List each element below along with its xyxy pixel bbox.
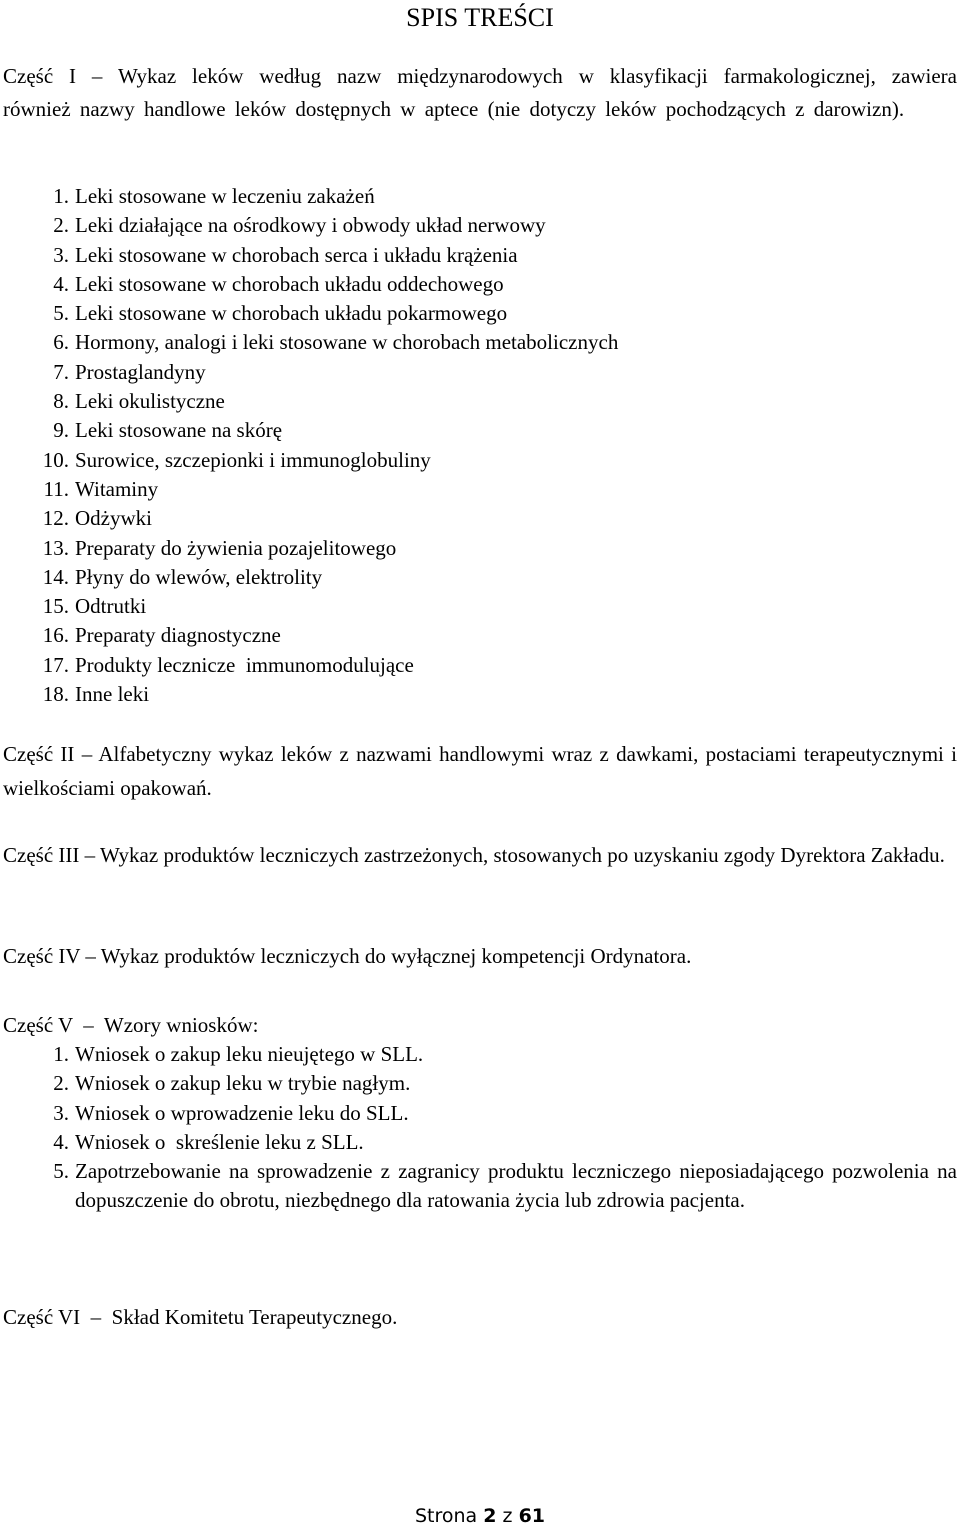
item-number: 14. bbox=[42, 564, 69, 589]
footer-page-number: 2 bbox=[483, 1505, 497, 1527]
list-item bbox=[3, 241, 903, 270]
item-number: 17. bbox=[42, 652, 69, 677]
part-3-heading: Część III – Wykaz produktów leczniczych zastrzeżonych, stosowanych po uzyskaniu zgody Dyrektora Zakładu. bbox=[3, 843, 945, 867]
list-item bbox=[3, 1069, 957, 1098]
item-number: 11. bbox=[43, 476, 69, 501]
item-number: 16. bbox=[42, 623, 69, 648]
list-item bbox=[3, 1157, 957, 1216]
item-label: Odtrutki bbox=[75, 594, 147, 619]
list-item bbox=[3, 475, 903, 504]
item-number: 3. bbox=[53, 242, 69, 267]
item-number: 18. bbox=[42, 682, 69, 707]
part-1-heading: Część I – Wykaz leków według nazw międzynarodowych w klasyfikacji farmakologicznej, zawiera również nazwy handlowe leków dostępnych w aptece (nie dotyczy leków pochodzących z darowizn). bbox=[3, 64, 957, 121]
list-item bbox=[3, 211, 903, 240]
footer-prefix: Strona bbox=[414, 1505, 478, 1527]
item-number: 15. bbox=[42, 594, 69, 619]
list-item bbox=[3, 504, 903, 533]
item-number: 7. bbox=[53, 359, 69, 384]
item-number: 9. bbox=[53, 418, 69, 443]
item-number: 10. bbox=[42, 447, 69, 472]
list-item bbox=[3, 563, 903, 592]
item-label: Leki okulistyczne bbox=[75, 389, 225, 414]
part-6-heading: Część VI – Skład Komitetu Terapeutycznego. bbox=[3, 1305, 398, 1329]
item-label: Leki stosowane w chorobach serca i układu krążenia bbox=[75, 242, 518, 267]
item-label: Wniosek o wprowadzenie leku do SLL. bbox=[75, 1100, 409, 1125]
part-1-list bbox=[3, 182, 903, 709]
part-2-heading: Część II – Alfabetyczny wykaz leków z nazwami handlowymi wraz z dawkami, postaciami terapeutycznymi i wielkościami opakowań. bbox=[3, 742, 957, 800]
list-item bbox=[3, 328, 903, 357]
list-item bbox=[3, 621, 903, 650]
item-label: Odżywki bbox=[75, 506, 152, 531]
item-label: Zapotrzebowanie na sprowadzenie z zagranicy produktu leczniczego nieposiadającego pozwolenia na dopuszczenie do obrotu, niezbędnego dla ratowania życia lub zdrowia pacjenta. bbox=[75, 1159, 957, 1213]
list-item bbox=[3, 182, 903, 211]
item-label: Wniosek o skreślenie leku z SLL. bbox=[75, 1129, 364, 1154]
item-number: 4. bbox=[53, 271, 69, 296]
page-footer bbox=[0, 1504, 960, 1528]
item-number: 1. bbox=[53, 184, 69, 208]
footer-total-pages: 61 bbox=[518, 1505, 546, 1527]
page-title: SPIS TREŚCI bbox=[406, 3, 554, 32]
item-number: 8. bbox=[53, 389, 69, 414]
item-label: Wniosek o zakup leku w trybie nagłym. bbox=[75, 1071, 411, 1096]
item-label: Witaminy bbox=[75, 476, 159, 501]
item-label: Leki stosowane w leczeniu zakażeń bbox=[75, 184, 375, 208]
part-5-list bbox=[3, 1040, 957, 1216]
item-number: 4. bbox=[53, 1129, 69, 1154]
item-label: Preparaty diagnostyczne bbox=[75, 623, 281, 648]
item-number: 2. bbox=[53, 213, 69, 238]
item-label: Płyny do wlewów, elektrolity bbox=[75, 564, 323, 589]
list-item bbox=[3, 1099, 957, 1128]
list-item bbox=[3, 270, 903, 299]
list-item bbox=[3, 446, 903, 475]
item-number: 13. bbox=[42, 535, 69, 560]
item-label: Produkty lecznicze immunomodulujące bbox=[75, 652, 414, 677]
item-label: Preparaty do żywienia pozajelitowego bbox=[75, 535, 397, 560]
list-item bbox=[3, 534, 903, 563]
item-label: Inne leki bbox=[75, 682, 150, 707]
item-label: Leki stosowane w chorobach układu pokarmowego bbox=[75, 301, 508, 326]
item-label: Leki działające na ośrodkowy i obwody układ nerwowy bbox=[75, 213, 546, 238]
list-item bbox=[3, 592, 903, 621]
item-label: Surowice, szczepionki i immunoglobuliny bbox=[75, 447, 431, 472]
item-number: 5. bbox=[53, 1159, 69, 1184]
list-item bbox=[3, 680, 903, 709]
item-number: 3. bbox=[53, 1100, 69, 1125]
item-number: 5. bbox=[53, 301, 69, 326]
item-label: Leki stosowane na skórę bbox=[75, 418, 283, 443]
item-number: 1. bbox=[53, 1042, 69, 1066]
list-item bbox=[3, 416, 903, 445]
item-label: Prostaglandyny bbox=[75, 359, 206, 384]
item-label: Hormony, analogi i leki stosowane w chorobach metabolicznych bbox=[75, 330, 619, 355]
footer-of: z bbox=[502, 1505, 513, 1527]
list-item bbox=[3, 1128, 957, 1157]
item-number: 12. bbox=[42, 506, 69, 531]
part-4-heading: Część IV – Wykaz produktów leczniczych do wyłącznej kompetencji Ordynatora. bbox=[3, 944, 692, 968]
item-number: 2. bbox=[53, 1071, 69, 1096]
item-label: Wniosek o zakup leku nieujętego w SLL. bbox=[75, 1042, 424, 1066]
item-number: 6. bbox=[53, 330, 69, 355]
list-item bbox=[3, 651, 903, 680]
list-item bbox=[3, 358, 903, 387]
list-item bbox=[3, 299, 903, 328]
list-item bbox=[3, 1040, 957, 1069]
item-label: Leki stosowane w chorobach układu oddechowego bbox=[75, 271, 504, 296]
list-item bbox=[3, 387, 903, 416]
part-5-heading: Część V – Wzory wniosków: bbox=[3, 1013, 259, 1037]
